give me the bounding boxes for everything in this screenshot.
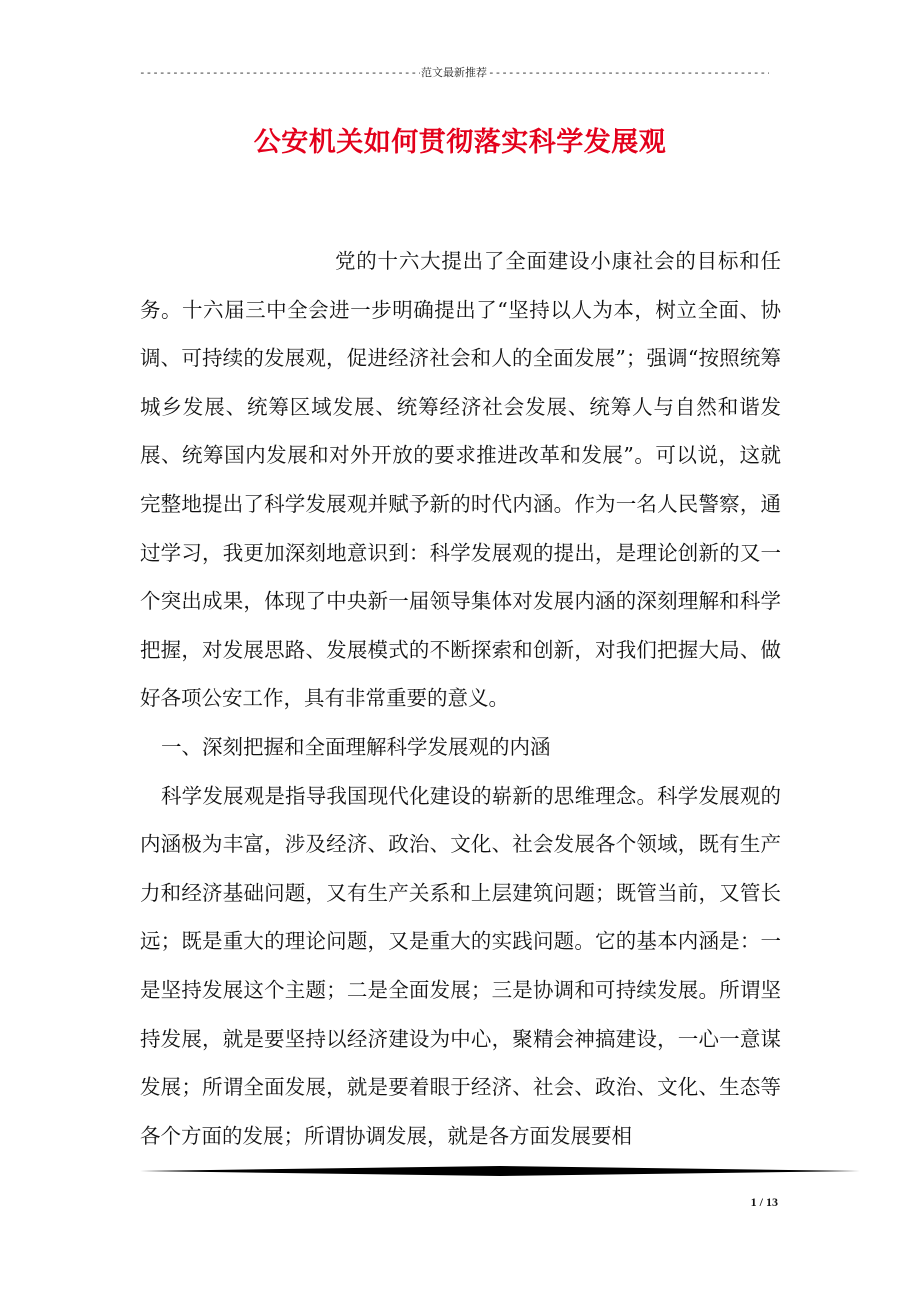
document-body xyxy=(140,237,781,1160)
page-header xyxy=(139,66,769,80)
footer-rule xyxy=(140,1165,860,1177)
document-title: 公安机关如何贯彻落实科学发展观 xyxy=(253,127,667,158)
header-dash-left xyxy=(139,66,420,80)
section-heading: 一、深刻把握和全面理解科学发展观的内涵 xyxy=(161,734,551,759)
paragraph-intro: 党的十六大提出了全面建设小康社会的目标和任务。十六届三中全会进一步明确提出了“坚持以人为本，树立全面、协调、可持续的发展观，促进经济社会和人的全面发展”；强调“按照统筹城乡发展、统筹区域发展、统筹经济社会发展、统筹人与自然和谐发展、统筹国内发展和对外开放的要求推进改革和发展”。可以说，这就完整地提出了科学发展观并赋予新的时代内涵。作为一名人民警察，通过学习，我更加深刻地意识到：科学发展观的提出，是理论创新的又一个突出成果，体现了中央新一届领导集体对发展内涵的深刻理解和科学把握，对发展思路、发展模式的不断探索和创新，对我们把握大局、做好各项公安工作，具有非常重要的意义。 xyxy=(140,249,781,711)
paragraph-section-one: 科学发展观是指导我国现代化建设的崭新的思维理念。科学发展观的内涵极为丰富，涉及经济、政治、文化、社会发展各个领域，既有生产力和经济基础问题，又有生产关系和上层建筑问题；既管当前，又管长远；既是重大的理论问题，又是重大的实践问题。它的基本内涵是：一是坚持发展这个主题；二是全面发展；三是协调和可持续发展。所谓坚持发展，就是要坚持以经济建设为中心，聚精会神搞建设，一心一意谋发展；所谓全面发展，就是要着眼于经济、社会、政治、文化、生态等各个方面的发展；所谓协调发展，就是各方面发展要相 xyxy=(140,783,781,1148)
header-dash-right xyxy=(488,66,769,80)
page-number: 1 / 13 xyxy=(750,1195,778,1209)
header-label: 范文最新推荐 xyxy=(421,66,487,79)
